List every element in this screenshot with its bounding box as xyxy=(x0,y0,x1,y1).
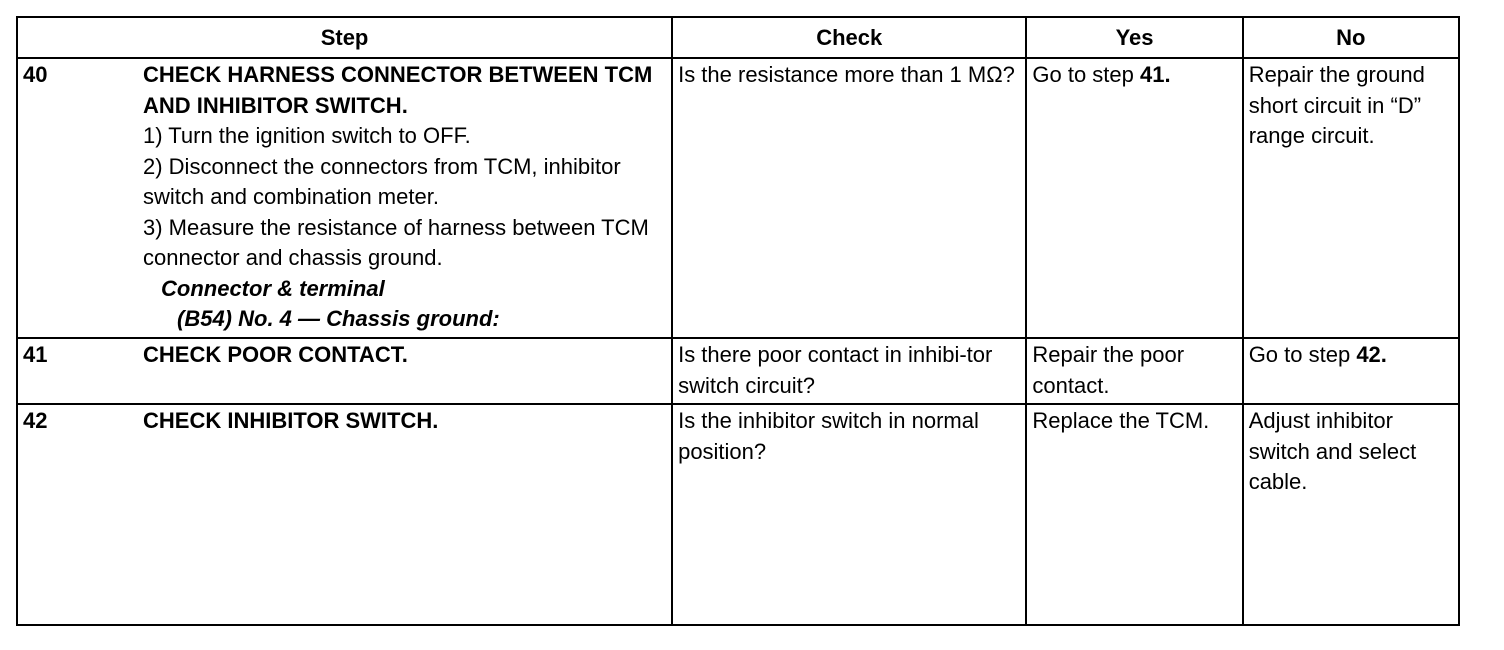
step-number: 41 xyxy=(23,342,48,368)
header-yes: Yes xyxy=(1026,17,1242,58)
diagnostic-table xyxy=(16,16,1460,626)
step-cell xyxy=(17,404,672,625)
yes-cell: Replace the TCM. xyxy=(1026,404,1242,625)
step-title: CHECK INHIBITOR SWITCH. xyxy=(143,408,439,434)
check-cell: Is the inhibitor switch in normal position? xyxy=(672,404,1026,625)
header-no: No xyxy=(1243,17,1459,58)
step-cell xyxy=(17,338,672,404)
no-cell: Adjust inhibitor switch and select cable. xyxy=(1243,404,1459,625)
step-instruction: 3) Measure the resistance of harness between TCM connector and chassis ground. xyxy=(143,214,649,270)
step-body xyxy=(143,60,666,335)
header-check: Check xyxy=(672,17,1026,58)
step-instruction: 2) Disconnect the connectors from TCM, inhibitor switch and combination meter. xyxy=(143,153,621,209)
yes-text: Go to step xyxy=(1032,62,1141,87)
step-instruction: 1) Turn the ignition switch to OFF. xyxy=(143,123,471,148)
step-number: 42 xyxy=(23,408,48,434)
no-text: Go to step xyxy=(1248,342,1357,368)
step-body xyxy=(143,340,666,371)
no-cell: Repair the ground short circuit in “D” range circuit. xyxy=(1243,58,1459,338)
connector-label: Connector & terminal xyxy=(161,275,385,301)
header-step: Step xyxy=(17,17,672,58)
no-cell xyxy=(1243,338,1459,404)
table-row xyxy=(17,338,1459,404)
step-cell xyxy=(17,58,672,338)
header-row xyxy=(17,17,1459,58)
step-number: 40 xyxy=(23,62,48,87)
step-title: CHECK POOR CONTACT. xyxy=(143,342,408,368)
step-body xyxy=(143,406,666,437)
yes-cell xyxy=(1026,58,1242,338)
no-step-ref: 42. xyxy=(1356,342,1387,368)
connector-value: (B54) No. 4 — Chassis ground: xyxy=(177,306,500,331)
yes-step-ref: 41. xyxy=(1140,62,1171,87)
check-cell: Is the resistance more than 1 MΩ? xyxy=(672,58,1026,338)
table-row xyxy=(17,404,1459,625)
step-title: CHECK HARNESS CONNECTOR BETWEEN TCM AND INHIBITOR SWITCH. xyxy=(143,62,653,118)
table-row xyxy=(17,58,1459,338)
yes-cell: Repair the poor contact. xyxy=(1026,338,1242,404)
check-cell: Is there poor contact in inhibi-tor switch circuit? xyxy=(672,338,1026,404)
